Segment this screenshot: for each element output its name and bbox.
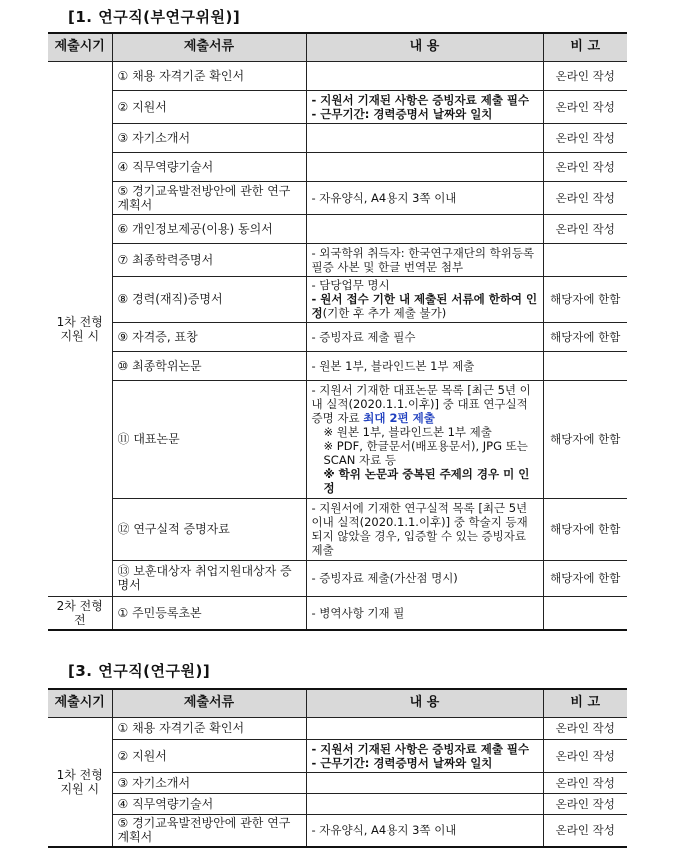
content-line: - 지원서 기재된 사항은 증빙자료 제출 필수 — [311, 92, 530, 107]
header-remarks: 비 고 — [543, 33, 627, 61]
table-row — [48, 717, 627, 739]
note-cell: 해당자에 한함 — [543, 380, 627, 498]
content-cell — [306, 739, 543, 772]
table-row — [48, 152, 627, 181]
note-cell: 온라인 작성 — [543, 123, 627, 152]
content-cell — [306, 793, 543, 814]
content-line: - 지원서 기재한 대표논문 목록 [최근 5년 이내 실적(2020.1.1.이후)] 중 대표 연구실적 증명 자료 — [311, 383, 531, 425]
section3-table — [48, 688, 627, 848]
table-row — [48, 276, 627, 322]
content-cell — [306, 717, 543, 739]
table-header-row — [48, 33, 627, 61]
doc-cell: ④ 직무역량기술서 — [112, 793, 306, 814]
content-line: ※ 원본 1부, 블라인드본 1부 제출 — [323, 425, 492, 439]
note-cell: 온라인 작성 — [543, 814, 627, 847]
table-row — [48, 123, 627, 152]
doc-cell: ⑨ 자격증, 표창 — [112, 322, 306, 351]
content-cell: - 원본 1부, 블라인드본 1부 제출 — [306, 351, 543, 380]
doc-cell: ⑬ 보훈대상자 취업지원대상자 증명서 — [112, 560, 306, 596]
table-row — [48, 243, 627, 276]
doc-cell: ⑩ 최종학위논문 — [112, 351, 306, 380]
table-row — [48, 380, 627, 498]
table-row — [48, 596, 627, 630]
content-cell — [306, 61, 543, 90]
table-row — [48, 181, 627, 214]
table-row — [48, 214, 627, 243]
content-cell: - 자유양식, A4용지 3쪽 이내 — [306, 181, 543, 214]
header-documents: 제출서류 — [112, 689, 306, 717]
content-cell: - 자유양식, A4용지 3쪽 이내 — [306, 814, 543, 847]
note-cell: 해당자에 한함 — [543, 322, 627, 351]
note-cell: 온라인 작성 — [543, 90, 627, 123]
content-line: - 근무기간: 경력증명서 날짜와 일치 — [311, 755, 493, 770]
note-cell: 온라인 작성 — [543, 152, 627, 181]
content-line: ※ PDF, 한글문서(배포용문서), JPG 또는 SCAN 자료 등 — [323, 439, 528, 467]
table-header-row — [48, 689, 627, 717]
section1-title: [1. 연구직(부연구위원)] — [68, 8, 241, 26]
header-remarks: 비 고 — [543, 689, 627, 717]
note-cell — [543, 243, 627, 276]
doc-cell: ① 채용 자격기준 확인서 — [112, 61, 306, 90]
content-cell: - 병역사항 기재 필 — [306, 596, 543, 630]
table-row — [48, 498, 627, 560]
content-line: - 담당업무 명시 — [311, 278, 390, 292]
content-cell — [306, 90, 543, 123]
content-cell — [306, 214, 543, 243]
doc-cell: ② 지원서 — [112, 739, 306, 772]
section1-table — [48, 32, 627, 631]
note-cell — [543, 351, 627, 380]
phase-1st-round: 1차 전형 지원 시 — [48, 61, 112, 596]
table-row — [48, 322, 627, 351]
content-cell — [306, 380, 543, 498]
header-documents: 제출서류 — [112, 33, 306, 61]
doc-cell: ③ 자기소개서 — [112, 772, 306, 793]
note-cell: 온라인 작성 — [543, 61, 627, 90]
table-row — [48, 351, 627, 380]
header-period: 제출시기 — [48, 33, 112, 61]
content-line: - 원서 접수 기한 내 제출된 서류에 한하여 인정 — [311, 292, 538, 320]
note-cell: 온라인 작성 — [543, 181, 627, 214]
table-row — [48, 90, 627, 123]
note-cell: 온라인 작성 — [543, 717, 627, 739]
note-cell — [543, 596, 627, 630]
note-cell: 해당자에 한함 — [543, 498, 627, 560]
content-cell: - 증빙자료 제출(가산점 명시) — [306, 560, 543, 596]
note-cell: 온라인 작성 — [543, 739, 627, 772]
section3-title: [3. 연구직(연구원)] — [68, 662, 211, 680]
table-row — [48, 793, 627, 814]
doc-cell: ⑧ 경력(재직)증명서 — [112, 276, 306, 322]
note-cell: 온라인 작성 — [543, 772, 627, 793]
note-cell: 온라인 작성 — [543, 214, 627, 243]
header-period: 제출시기 — [48, 689, 112, 717]
content-line: ※ 학위 논문과 중복된 주제의 경우 미 인정 — [323, 467, 530, 495]
table-row — [48, 739, 627, 772]
content-line: - 지원서 기재된 사항은 증빙자료 제출 필수 — [311, 741, 530, 756]
table-row — [48, 772, 627, 793]
doc-cell: ⑤ 경기교육발전방안에 관한 연구계획서 — [112, 814, 306, 847]
content-line: - 근무기간: 경력증명서 날짜와 일치 — [311, 106, 493, 121]
phase-2nd-round: 2차 전형 전 — [48, 596, 112, 630]
content-highlight: 최대 2편 제출 — [363, 411, 435, 425]
note-cell: 온라인 작성 — [543, 793, 627, 814]
header-content: 내 용 — [306, 33, 543, 61]
content-cell — [306, 152, 543, 181]
doc-cell: ⑫ 연구실적 증명자료 — [112, 498, 306, 560]
doc-cell: ① 채용 자격기준 확인서 — [112, 717, 306, 739]
table-row — [48, 61, 627, 90]
content-line: (기한 후 추가 제출 불가) — [322, 306, 447, 320]
doc-cell: ② 지원서 — [112, 90, 306, 123]
phase-1st-round: 1차 전형 지원 시 — [48, 717, 112, 847]
doc-cell: ④ 직무역량기술서 — [112, 152, 306, 181]
content-cell: - 증빙자료 제출 필수 — [306, 322, 543, 351]
content-cell — [306, 276, 543, 322]
doc-cell: ⑦ 최종학력증명서 — [112, 243, 306, 276]
header-content: 내 용 — [306, 689, 543, 717]
content-cell: - 지원서에 기재한 연구실적 목록 [최근 5년 이내 실적(2020.1.1.이후)] 중 학술지 등재되지 않았을 경우, 입증할 수 있는 증빙자료 제출 — [306, 498, 543, 560]
doc-cell: ⑪ 대표논문 — [112, 380, 306, 498]
doc-cell: ⑥ 개인정보제공(이용) 동의서 — [112, 214, 306, 243]
content-cell — [306, 123, 543, 152]
note-cell: 해당자에 한함 — [543, 276, 627, 322]
doc-cell: ③ 자기소개서 — [112, 123, 306, 152]
table-row — [48, 814, 627, 847]
doc-cell: ① 주민등록초본 — [112, 596, 306, 630]
content-cell — [306, 772, 543, 793]
note-cell: 해당자에 한함 — [543, 560, 627, 596]
doc-cell: ⑤ 경기교육발전방안에 관한 연구계획서 — [112, 181, 306, 214]
table-row — [48, 560, 627, 596]
content-cell: - 외국학위 취득자: 한국연구재단의 학위등록필증 사본 및 한글 번역문 첨부 — [306, 243, 543, 276]
